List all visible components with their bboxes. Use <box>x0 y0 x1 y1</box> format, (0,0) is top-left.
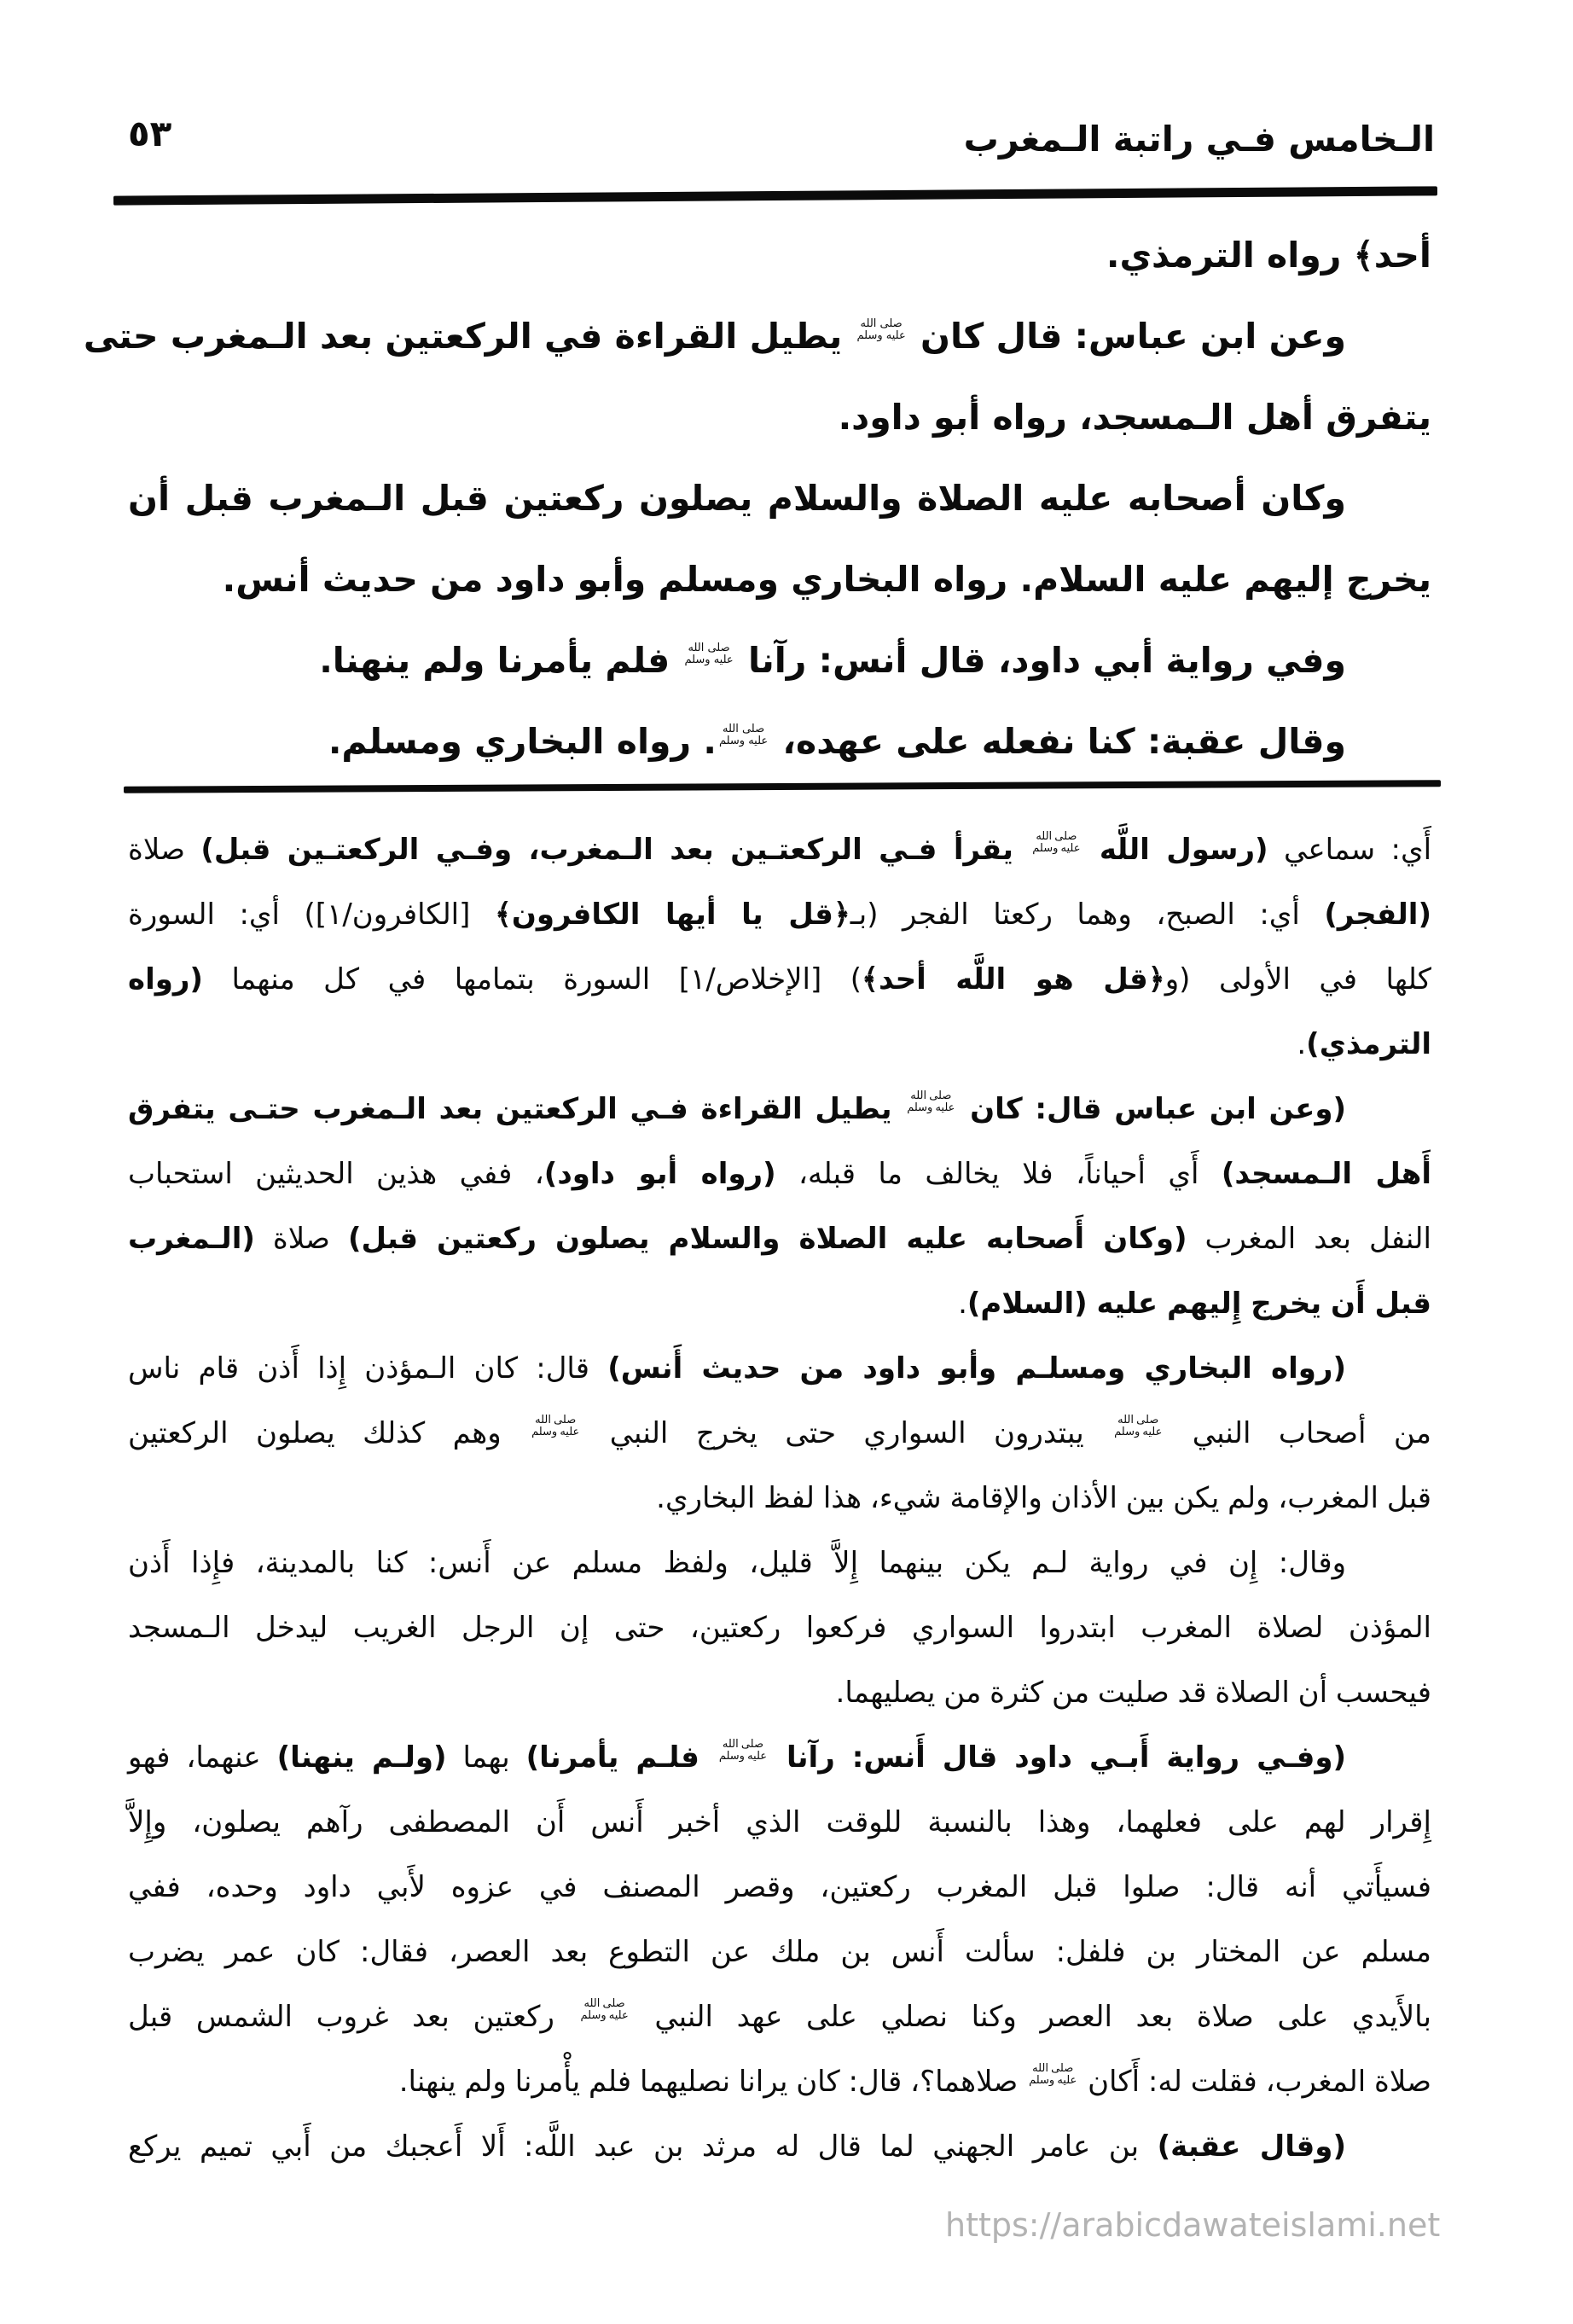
quoted-matn-segment: (وعن ابن عباس قال: كان <box>957 1092 1347 1126</box>
text-segment: من أصحاب النبي <box>1164 1416 1432 1450</box>
commentary-line <box>128 1271 1431 1336</box>
commentary-line <box>128 1855 1431 1920</box>
text-segment: . <box>1297 1027 1307 1061</box>
commentary-line <box>128 1984 1431 2049</box>
text-segment: بهما <box>446 1740 526 1775</box>
pbuh-honorific-symbol: صلى الله عليه وسلم <box>856 317 906 342</box>
text-segment: بن عامر الجهني لما قال له مرثد بن عبد اللَّه: أَلا أَعجبك من أَبي تميم يركع <box>128 2129 1158 2164</box>
text-segment: وكان أصحابه عليه الصلاة والسلام يصلون ركعتين قبل الـمغرب قبل أن <box>128 478 1346 519</box>
text-segment: ركعتين بعد غروب الشمس قبل <box>128 2000 578 2034</box>
page-number: ٥٣ <box>128 113 172 154</box>
text-segment: يتفرق أهل الـمسجد، رواه أبو داود. <box>838 397 1431 438</box>
text-segment: مسلم عن المختار بن فلفل: سألت أَنس بن ملك عن التطوع بعد العصر، فقال: كان عمر يضرب <box>128 1935 1431 1969</box>
hadith-line <box>128 377 1431 458</box>
text-segment: يطيل القراءة في الركعتين بعد الـمغرب حتى <box>83 316 855 357</box>
pbuh-honorific-symbol: صلى الله عليه وسلم <box>531 1413 580 1438</box>
commentary-line <box>128 1336 1431 1401</box>
text-segment: قال: كان الـمؤذن إِذا أَذن قام ناس <box>128 1351 608 1386</box>
text-segment: قبل المغرب، ولم يكن بين الأذان والإقامة شيء، هذا لفظ البخاري. <box>656 1481 1431 1515</box>
pbuh-honorific-symbol: صلى الله عليه وسلم <box>580 1996 629 2022</box>
text-segment: عنهما، فهو <box>128 1740 277 1775</box>
commentary-line <box>128 1012 1431 1077</box>
commentary-line <box>128 1790 1431 1855</box>
pbuh-honorific-symbol: صلى الله عليه وسلم <box>718 1737 768 1763</box>
quoted-matn-segment: (وفـي رواية أَبـي داود قال أَنس: رآنا <box>769 1740 1347 1775</box>
pbuh-honorific-symbol: صلى الله عليه وسلم <box>1032 829 1081 855</box>
text-segment: وعن ابن عباس: قال كان <box>908 316 1346 357</box>
pbuh-honorific-symbol: صلى الله عليه وسلم <box>1114 1413 1163 1438</box>
commentary-line <box>128 2114 1431 2179</box>
text-segment: فلم يأمرنا ولم ينهنا. <box>319 640 682 681</box>
watermark-url: https://arabicdawateislami.net <box>945 2206 1441 2244</box>
text-segment: أَي أحياناً، فلا يخالف ما قبله، <box>775 1157 1222 1191</box>
hadith-line <box>128 215 1431 296</box>
text-segment: وقال عقبة: كنا نفعله على عهده، <box>770 721 1346 762</box>
text-segment: كلها في الأولى (و <box>1164 962 1431 996</box>
quoted-matn-segment: ﴿قل يا أيها الكافرون﴾ <box>494 898 850 932</box>
text-segment: صلاة المغرب، فقلت له: أَكان <box>1079 2065 1431 2099</box>
header-rule <box>113 186 1437 205</box>
quoted-matn-segment: يطيل القراءة فـي الركعتين بعد الـمغرب حتـى يتفرق <box>128 1092 905 1126</box>
text-segment: المؤذن لصلاة المغرب ابتدروا السواري فركعوا ركعتين، حتى إن الرجل الغريب ليدخل الـمسجد <box>128 1611 1431 1645</box>
text-segment: . رواه البخاري ومسلم. <box>328 721 717 762</box>
quoted-matn-segment: ﴿قل هو اللَّه أحد﴾ <box>862 962 1165 996</box>
text-segment: صلاهما؟، قال: كان يرانا نصليهما فلم يأْمرنا ولم ينهنا. <box>398 2065 1027 2099</box>
text-segment: ) [الإخلاص/١] السورة بتمامها في كل منهما <box>202 962 862 996</box>
text-segment: النفل بعد المغرب <box>1187 1222 1431 1256</box>
commentary-line <box>128 1531 1431 1595</box>
commentary-line <box>128 1595 1431 1660</box>
text-segment: أَي: سماعي <box>1268 833 1432 867</box>
text-segment: بالأَيدي على صلاة بعد العصر وكنا نصلي على عهد النبي <box>630 2000 1431 2034</box>
commentary-line <box>128 1466 1431 1531</box>
quoted-matn-segment: (الفجر) <box>1324 898 1431 932</box>
commentary-line <box>128 2049 1431 2114</box>
quoted-matn-segment: (رواه <box>128 962 203 996</box>
text-segment: وقال: إِن في رواية لـم يكن بينهما إِلاَّ قليل، ولفظ مسلم عن أَنس: كنا بالمدينة، فإِذا أَذن <box>128 1546 1346 1580</box>
quoted-matn-segment: الترمذي) <box>1306 1027 1431 1061</box>
quoted-matn-segment: (رواه البخاري ومسلـم وأبو داود من حديث أَنس) <box>607 1351 1346 1386</box>
text-segment: يبتدرون السواري حتى يخرج النبي <box>582 1416 1112 1450</box>
pbuh-honorific-symbol: صلى الله عليه وسلم <box>1029 2061 1077 2087</box>
quoted-matn-segment: (وكان أَصحابه عليه الصلاة والسلام يصلون ركعتين قبل) <box>347 1222 1187 1256</box>
text-segment: فسيأَتي أنه قال: صلوا قبل المغرب ركعتين، وقصر المصنف في عزوه لأَبي داود وحده، ففي <box>128 1870 1431 1904</box>
commentary-section <box>128 817 1431 2179</box>
text-segment: وفي رواية أبي داود، قال أنس: رآنا <box>735 640 1346 681</box>
pbuh-honorific-symbol: صلى الله عليه وسلم <box>718 723 769 747</box>
page-header <box>128 113 1435 160</box>
text-segment: ، ففي هذين الحديثين استحباب <box>128 1157 544 1191</box>
quoted-matn-segment: أَهل الـمسجد) <box>1221 1157 1431 1191</box>
commentary-line <box>128 1206 1431 1271</box>
chapter-title: الـخامس فـي راتبة الـمغرب <box>963 119 1435 160</box>
commentary-line <box>128 1077 1431 1142</box>
commentary-line <box>128 817 1431 882</box>
text-segment: أي: الصبح، وهما ركعتا الفجر (بـ <box>850 898 1325 932</box>
commentary-line <box>128 1725 1431 1790</box>
quoted-matn-segment: (الـمغرب <box>128 1222 255 1256</box>
text-segment: يخرج إليهم عليه السلام. رواه البخاري ومسلم وأبو داود من حديث أنس. <box>222 559 1431 600</box>
quoted-matn-segment: فلـم يأمرنا) <box>525 1740 717 1775</box>
commentary-line <box>128 1660 1431 1725</box>
hadith-line <box>128 458 1431 539</box>
text-segment: . <box>958 1287 967 1321</box>
text-segment: [الكافرون/١]) أي: السورة <box>128 898 495 932</box>
text-segment: أحد﴾ رواه الترمذي. <box>1106 235 1431 276</box>
quoted-matn-segment: (رواه أبو داود) <box>543 1157 776 1191</box>
commentary-line <box>128 1920 1431 1984</box>
quoted-matn-segment: يقرأ فـي الركعتـين بعد الـمغرب، وفـي الركعتـين قبل) <box>200 833 1030 867</box>
text-segment: وهم كذلك يصلون الركعتين <box>128 1416 530 1450</box>
quoted-matn-segment: قبل أَن يخرج إِليهم عليه (السلام) <box>966 1287 1431 1321</box>
text-segment: فيحسب أن الصلاة قد صليت من كثرة من يصليهما. <box>835 1676 1431 1710</box>
hadith-line <box>128 539 1431 620</box>
commentary-line <box>128 882 1431 947</box>
text-segment: صلاة <box>128 833 201 867</box>
hadith-line <box>128 701 1431 782</box>
hadith-line <box>128 620 1431 701</box>
commentary-line <box>128 1142 1431 1206</box>
text-segment: صلاة <box>254 1222 348 1256</box>
pbuh-honorific-symbol: صلى الله عليه وسلم <box>907 1089 955 1114</box>
hadith-line <box>83 296 1431 377</box>
quoted-matn-segment: (رسول اللَّه <box>1083 833 1268 867</box>
pbuh-honorific-symbol: صلى الله عليه وسلم <box>684 642 734 666</box>
text-segment: إِقرار لهم على فعلهما، وهذا بالنسبة للوقت الذي أخبر أَنس أَن المصطفى رآهم يصلون، وإِلاَّ <box>128 1805 1431 1839</box>
hadith-text-section <box>83 215 1431 782</box>
commentary-line <box>128 947 1431 1012</box>
quoted-matn-segment: (ولـم ينهنا) <box>276 1740 447 1775</box>
quoted-matn-segment: (وقال عقبة) <box>1157 2129 1346 2164</box>
commentary-line <box>128 1401 1431 1466</box>
